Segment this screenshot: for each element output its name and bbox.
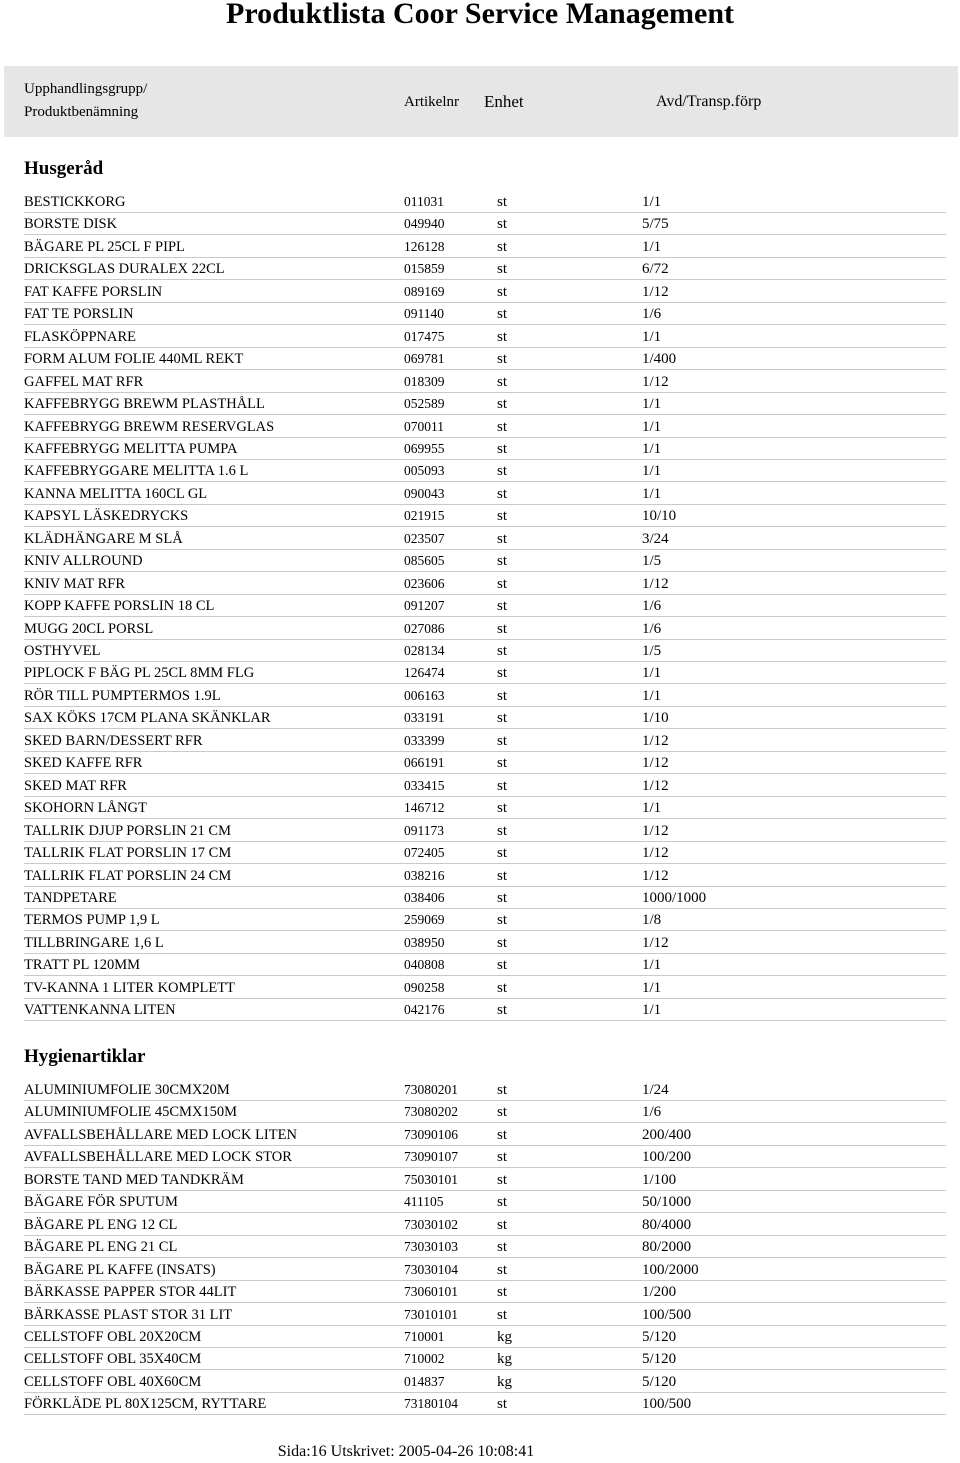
- product-name: FAT TE PORSLIN: [24, 306, 134, 323]
- article-number: 089169: [404, 283, 445, 299]
- article-number: 73090106: [404, 1126, 458, 1142]
- pack-size: 1/12: [642, 732, 669, 749]
- product-name: TERMOS PUMP 1,9 L: [24, 912, 160, 929]
- article-number: 069955: [404, 440, 445, 456]
- unit: st: [497, 1149, 508, 1166]
- pack-size: 1/1: [642, 194, 662, 210]
- table-row: [24, 751, 946, 774]
- pack-size: 1/12: [642, 867, 669, 884]
- pack-size: 1/1: [642, 440, 662, 457]
- product-name: FAT KAFFE PORSLIN: [24, 283, 163, 300]
- column-header-group-line2: Produktbenämning: [24, 104, 139, 120]
- article-number: 027086: [404, 620, 445, 636]
- product-name: SKED BARN/DESSERT RFR: [24, 732, 203, 749]
- unit: st: [497, 800, 508, 817]
- table-row: [24, 370, 946, 393]
- product-name: BESTICKKORG: [24, 194, 126, 210]
- article-number: 73180104: [404, 1396, 458, 1412]
- unit: st: [497, 575, 508, 592]
- product-name: GAFFEL MAT RFR: [24, 373, 144, 390]
- table-row: [24, 235, 946, 258]
- pack-size: 1/1: [642, 800, 662, 817]
- unit: st: [497, 1306, 508, 1323]
- product-name: TILLBRINGARE 1,6 L: [24, 934, 164, 951]
- table-row: [24, 1235, 946, 1258]
- pack-size: 1/1: [642, 463, 662, 480]
- unit: st: [497, 351, 508, 368]
- unit: kg: [497, 1351, 512, 1368]
- unit: st: [497, 194, 508, 210]
- pack-size: 1/12: [642, 822, 669, 839]
- table-row: [24, 302, 946, 325]
- article-number: 021915: [404, 508, 445, 524]
- table-row: [24, 392, 946, 415]
- article-number: 033191: [404, 710, 445, 726]
- unit: st: [497, 732, 508, 749]
- table-row: [24, 908, 946, 931]
- pack-size: 1000/1000: [642, 889, 707, 906]
- product-name: AVFALLSBEHÅLLARE MED LOCK LITEN: [24, 1126, 297, 1143]
- page-footer: Sida:16 Utskrivet: 2005-04-26 10:08:41: [277, 1443, 535, 1460]
- pack-size: 1/12: [642, 845, 669, 862]
- article-number: 017475: [404, 328, 445, 344]
- product-name: KAPSYL LÄSKEDRYCKS: [24, 508, 189, 525]
- pack-size: 200/400: [642, 1126, 692, 1143]
- pack-size: 80/4000: [642, 1216, 692, 1233]
- unit: st: [497, 306, 508, 323]
- pack-size: 1/12: [642, 934, 669, 951]
- product-name: DRICKSGLAS DURALEX 22CL: [24, 261, 225, 278]
- column-header-enhet: Enhet: [484, 92, 524, 111]
- unit: st: [497, 238, 508, 255]
- table-row: [24, 280, 946, 303]
- table-row: [24, 1325, 946, 1348]
- unit: st: [497, 687, 508, 704]
- unit: st: [497, 328, 508, 345]
- product-name: BORSTE TAND MED TANDKRÄM: [24, 1171, 244, 1188]
- unit: st: [497, 1216, 508, 1233]
- product-name: CELLSTOFF OBL 40X60CM: [24, 1373, 202, 1390]
- pack-size: 1/6: [642, 598, 662, 615]
- pack-size: 1/1: [642, 665, 662, 682]
- product-name: BÄGARE PL KAFFE (INSATS): [24, 1261, 216, 1278]
- page-title: Produktlista Coor Service Management: [226, 0, 734, 30]
- table-row: [24, 527, 946, 550]
- table-row: [24, 931, 946, 954]
- pack-size: 1/1: [642, 1002, 662, 1019]
- product-name: KAFFEBRYGG BREWM PLASTHÅLL: [24, 396, 265, 413]
- article-number: 73090107: [404, 1149, 458, 1165]
- table-row: [24, 1280, 946, 1303]
- article-number: 73030104: [404, 1261, 458, 1277]
- pack-size: 50/1000: [642, 1194, 692, 1211]
- article-number: 011031: [404, 194, 444, 209]
- product-name: VATTENKANNA LITEN: [24, 1002, 176, 1019]
- product-name: FLASKÖPPNARE: [24, 328, 136, 345]
- product-name: BÄRKASSE PLAST STOR 31 LIT: [24, 1306, 233, 1323]
- unit: st: [497, 934, 508, 951]
- column-header-group: [24, 78, 147, 124]
- article-number: 710002: [404, 1351, 445, 1367]
- table-row: [24, 1168, 946, 1191]
- unit: st: [497, 710, 508, 727]
- article-number: 146712: [404, 800, 445, 816]
- article-number: 069781: [404, 351, 445, 367]
- pack-size: 1/200: [642, 1284, 677, 1301]
- article-number: 049940: [404, 216, 445, 232]
- product-name: BÄGARE PL 25CL F PIPL: [24, 238, 185, 255]
- pack-size: 1/1: [642, 485, 662, 502]
- product-name: KAFFEBRYGGARE MELITTA 1.6 L: [24, 463, 249, 480]
- section-title: Hygienartiklar: [24, 1046, 146, 1067]
- product-name: ALUMINIUMFOLIE 30CMX20M: [24, 1082, 230, 1098]
- article-number: 015859: [404, 261, 445, 277]
- article-number: 411105: [404, 1194, 444, 1210]
- pack-size: 10/10: [642, 508, 677, 525]
- unit: st: [497, 957, 508, 974]
- pack-size: 3/24: [642, 530, 669, 547]
- unit: st: [497, 1171, 508, 1188]
- pack-size: 100/2000: [642, 1261, 699, 1278]
- table-row: [24, 415, 946, 438]
- table-row: [24, 549, 946, 572]
- pack-size: 1/400: [642, 351, 677, 368]
- table-row: [24, 639, 946, 662]
- pack-size: 5/120: [642, 1328, 677, 1345]
- article-number: 033415: [404, 777, 445, 793]
- table-row: [24, 998, 946, 1021]
- table-row: [24, 774, 946, 797]
- article-number: 033399: [404, 732, 445, 748]
- article-number: 038216: [404, 867, 445, 883]
- pack-size: 1/10: [642, 710, 669, 727]
- article-number: 023606: [404, 575, 445, 591]
- product-name: OSTHYVEL: [24, 643, 101, 659]
- unit: kg: [497, 1328, 512, 1345]
- unit: st: [497, 440, 508, 457]
- product-name: FORM ALUM FOLIE 440ML REKT: [24, 351, 244, 368]
- table-row: [24, 1392, 946, 1415]
- article-number: 014837: [404, 1373, 445, 1389]
- article-number: 126474: [404, 665, 445, 681]
- article-number: 066191: [404, 755, 445, 771]
- table-row: [24, 347, 946, 370]
- product-name: BORSTE DISK: [24, 216, 118, 233]
- pack-size: 1/100: [642, 1171, 677, 1188]
- pack-size: 1/1: [642, 328, 662, 345]
- pack-size: 1/1: [642, 238, 662, 255]
- column-header-group-line1: Upphandlingsgrupp/: [24, 81, 148, 97]
- table-row: [24, 684, 946, 707]
- table-row: [24, 482, 946, 505]
- product-name: SKOHORN LÅNGT: [24, 800, 147, 817]
- pack-size: 100/200: [642, 1149, 692, 1166]
- article-number: 091207: [404, 598, 445, 614]
- pack-size: 1/1: [642, 687, 662, 704]
- pack-size: 100/500: [642, 1306, 692, 1323]
- table-row: [24, 729, 946, 752]
- product-name: TANDPETARE: [24, 889, 117, 906]
- product-name: SAX KÖKS 17CM PLANA SKÄNKLAR: [24, 710, 271, 727]
- pack-size: 1/12: [642, 777, 669, 794]
- unit: st: [497, 1261, 508, 1278]
- table-row: [24, 1370, 946, 1393]
- unit: st: [497, 598, 508, 615]
- unit: st: [497, 1194, 508, 1211]
- product-name: TALLRIK FLAT PORSLIN 17 CM: [24, 845, 232, 862]
- product-name: AVFALLSBEHÅLLARE MED LOCK STOR: [24, 1149, 292, 1166]
- pack-size: 5/120: [642, 1373, 677, 1390]
- article-number: 090043: [404, 485, 445, 501]
- unit: kg: [497, 1373, 512, 1390]
- table-row: [24, 594, 946, 617]
- table-row: [24, 864, 946, 887]
- pack-size: 1/1: [642, 396, 662, 413]
- product-name: SKED KAFFE RFR: [24, 755, 143, 772]
- article-number: 090258: [404, 979, 445, 995]
- article-number: 085605: [404, 553, 445, 569]
- product-name: ALUMINIUMFOLIE 45CMX150M: [24, 1104, 238, 1121]
- pack-size: 1/6: [642, 1104, 662, 1121]
- unit: st: [497, 485, 508, 502]
- product-name: PIPLOCK F BÄG PL 25CL 8MM FLG: [24, 665, 255, 682]
- table-row: [24, 706, 946, 729]
- article-number: 072405: [404, 845, 445, 861]
- pack-size: 6/72: [642, 261, 669, 278]
- pack-size: 1/8: [642, 912, 662, 929]
- article-number: 038950: [404, 934, 445, 950]
- product-name: BÄGARE PL ENG 12 CL: [24, 1216, 178, 1233]
- table-row: [24, 459, 946, 482]
- unit: st: [497, 1082, 508, 1098]
- product-name: KAFFEBRYGG BREWM RESERVGLAS: [24, 418, 275, 435]
- article-number: 052589: [404, 396, 445, 412]
- table-row: [24, 190, 946, 213]
- article-number: 038406: [404, 889, 445, 905]
- unit: st: [497, 912, 508, 929]
- article-number: 042176: [404, 1002, 445, 1018]
- article-number: 73030103: [404, 1239, 458, 1255]
- pack-size: 1/5: [642, 553, 662, 570]
- article-number: 126128: [404, 238, 445, 254]
- unit: st: [497, 418, 508, 435]
- pack-size: 100/500: [642, 1396, 692, 1413]
- unit: st: [497, 777, 508, 794]
- unit: st: [497, 373, 508, 390]
- pack-size: 1/1: [642, 418, 662, 435]
- table-row: [24, 886, 946, 909]
- unit: st: [497, 530, 508, 547]
- table-row: [24, 953, 946, 976]
- article-number: 73080201: [404, 1082, 458, 1097]
- unit: st: [497, 1126, 508, 1143]
- table-row: [24, 504, 946, 527]
- pack-size: 1/1: [642, 957, 662, 974]
- product-name: KOPP KAFFE PORSLIN 18 CL: [24, 598, 215, 615]
- unit: st: [497, 1396, 508, 1413]
- product-name: SKED MAT RFR: [24, 777, 127, 794]
- pack-size: 80/2000: [642, 1239, 692, 1256]
- table-row: [24, 257, 946, 280]
- table-row: [24, 841, 946, 864]
- unit: st: [497, 553, 508, 570]
- product-name: KANNA MELITTA 160CL GL: [24, 485, 208, 502]
- article-number: 73080202: [404, 1104, 458, 1120]
- article-number: 73030102: [404, 1216, 458, 1232]
- table-row: [24, 1123, 946, 1146]
- product-name: MUGG 20CL PORSL: [24, 620, 154, 637]
- product-name: RÖR TILL PUMPTERMOS 1.9L: [24, 687, 221, 704]
- unit: st: [497, 508, 508, 525]
- article-number: 73060101: [404, 1284, 458, 1300]
- article-number: 091140: [404, 306, 444, 322]
- unit: st: [497, 889, 508, 906]
- product-name: TRATT PL 120MM: [24, 957, 141, 974]
- article-number: 259069: [404, 912, 445, 928]
- unit: st: [497, 755, 508, 772]
- table-row: [24, 1258, 946, 1281]
- pack-size: 1/6: [642, 306, 662, 323]
- article-number: 005093: [404, 463, 445, 479]
- product-name: KNIV MAT RFR: [24, 575, 125, 592]
- unit: st: [497, 620, 508, 637]
- article-number: 75030101: [404, 1171, 458, 1187]
- pack-size: 1/12: [642, 755, 669, 772]
- unit: st: [497, 822, 508, 839]
- unit: st: [497, 867, 508, 884]
- unit: st: [497, 1239, 508, 1256]
- unit: st: [497, 396, 508, 413]
- table-row: [24, 572, 946, 595]
- unit: st: [497, 1002, 508, 1019]
- pack-size: 5/75: [642, 216, 669, 233]
- article-number: 028134: [404, 643, 445, 658]
- unit: st: [497, 261, 508, 278]
- pack-size: 1/24: [642, 1082, 669, 1098]
- product-name: BÄGARE FÖR SPUTUM: [24, 1194, 178, 1211]
- table-row: [24, 976, 946, 999]
- table-row: [24, 617, 946, 640]
- column-header-avd: Avd/Transp.förp: [656, 93, 762, 110]
- product-name: BÄGARE PL ENG 21 CL: [24, 1239, 178, 1256]
- article-number: 018309: [404, 373, 445, 389]
- pack-size: 1/5: [642, 643, 662, 659]
- pack-size: 1/12: [642, 575, 669, 592]
- table-row: [24, 1078, 946, 1101]
- table-row: [24, 1303, 946, 1326]
- table-row: [24, 437, 946, 460]
- pack-size: 1/12: [642, 283, 669, 300]
- pack-size: 1/6: [642, 620, 662, 637]
- pack-size: 5/120: [642, 1351, 677, 1368]
- product-name: TV-KANNA 1 LITER KOMPLETT: [24, 979, 235, 996]
- unit: st: [497, 665, 508, 682]
- table-row: [24, 1213, 946, 1236]
- article-number: 73010101: [404, 1306, 458, 1322]
- unit: st: [497, 643, 508, 659]
- product-name: CELLSTOFF OBL 35X40CM: [24, 1351, 202, 1368]
- product-name: TALLRIK DJUP PORSLIN 21 CM: [24, 822, 231, 839]
- product-name: FÖRKLÄDE PL 80X125CM, RYTTARE: [24, 1396, 267, 1413]
- pack-size: 1/1: [642, 979, 662, 996]
- table-row: [24, 1145, 946, 1168]
- article-number: 006163: [404, 687, 445, 703]
- table-row: [24, 1100, 946, 1123]
- section-title: Husgeråd: [24, 158, 104, 179]
- unit: st: [497, 845, 508, 862]
- product-name: CELLSTOFF OBL 20X20CM: [24, 1328, 202, 1345]
- unit: st: [497, 216, 508, 233]
- article-number: 070011: [404, 418, 444, 434]
- article-number: 710001: [404, 1328, 445, 1344]
- pack-size: 1/12: [642, 373, 669, 390]
- unit: st: [497, 283, 508, 300]
- unit: st: [497, 1284, 508, 1301]
- unit: st: [497, 463, 508, 480]
- product-name: KLÄDHÄNGARE M SLÅ: [24, 530, 183, 547]
- unit: st: [497, 979, 508, 996]
- article-number: 023507: [404, 530, 445, 546]
- table-row: [24, 212, 946, 235]
- product-name: TALLRIK FLAT PORSLIN 24 CM: [24, 867, 232, 884]
- product-name: BÄRKASSE PAPPER STOR 44LIT: [24, 1284, 237, 1301]
- unit: st: [497, 1104, 508, 1121]
- table-row: [24, 661, 946, 684]
- table-row: [24, 1347, 946, 1370]
- article-number: 091173: [404, 822, 444, 838]
- column-header-artikelnr: Artikelnr: [404, 94, 459, 110]
- table-row: [24, 819, 946, 842]
- table-row: [24, 796, 946, 819]
- product-name: KAFFEBRYGG MELITTA PUMPA: [24, 440, 238, 457]
- article-number: 040808: [404, 957, 445, 973]
- product-name: KNIV ALLROUND: [24, 553, 143, 570]
- table-row: [24, 325, 946, 348]
- table-row: [24, 1190, 946, 1213]
